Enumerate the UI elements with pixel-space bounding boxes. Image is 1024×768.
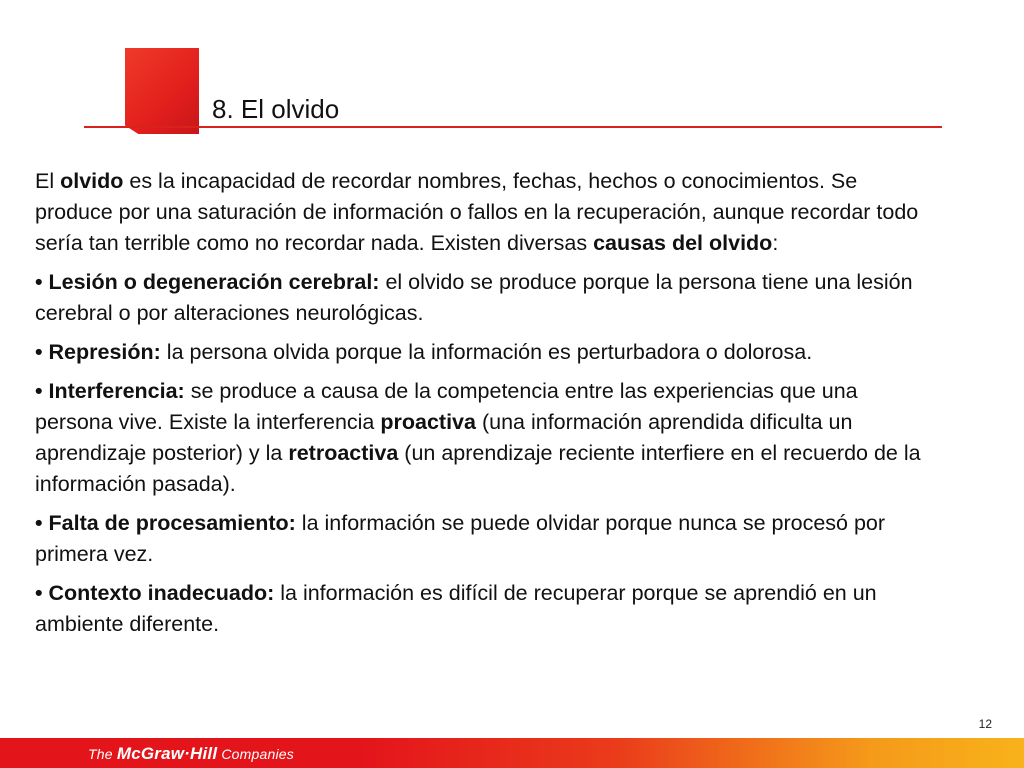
bullet-text-3: (un aprendizaje reciente interfiere en el recuerdo de la información pasada). bbox=[35, 441, 921, 496]
logo-brand: McGraw·Hill bbox=[116, 744, 218, 763]
page-number: 12 bbox=[978, 717, 992, 731]
bullet-term: • Lesión o degeneración cerebral: bbox=[35, 270, 380, 294]
logo-suffix: Companies bbox=[217, 746, 294, 762]
bullet-term: • Contexto inadecuado: bbox=[35, 581, 275, 605]
slide-body bbox=[35, 166, 935, 648]
slide-title: 8. El olvido bbox=[212, 94, 340, 124]
term-retroactiva: retroactiva bbox=[288, 441, 399, 465]
publisher-logo bbox=[88, 744, 294, 764]
logo-prefix: The bbox=[88, 746, 117, 762]
title-underline bbox=[84, 126, 942, 128]
bullet-text: el olvido se produce porque la persona tiene una lesión cerebral o por alteraciones neurológicas. bbox=[35, 270, 913, 325]
footer-bar bbox=[0, 738, 1024, 768]
term-proactiva: proactiva bbox=[380, 410, 476, 434]
bullet-text-2: (una información aprendida dificulta un aprendizaje posterior) y la bbox=[35, 410, 853, 465]
title-accent-block bbox=[125, 48, 199, 134]
bullet-term: • Interferencia: bbox=[35, 379, 185, 403]
intro-text-3: : bbox=[772, 231, 779, 255]
intro-term-olvido: olvido bbox=[60, 169, 124, 193]
bullet-interferencia bbox=[35, 376, 935, 500]
bullet-lesion bbox=[35, 267, 935, 329]
intro-text-1: El bbox=[35, 169, 61, 193]
bullet-text: la persona olvida porque la información es perturbadora o dolorosa. bbox=[160, 340, 813, 364]
bullet-text: la información se puede olvidar porque nunca se procesó por primera vez. bbox=[35, 511, 886, 566]
bullet-represion bbox=[35, 337, 935, 368]
intro-paragraph bbox=[35, 166, 935, 259]
intro-text-2: es la incapacidad de recordar nombres, fechas, hechos o conocimientos. Se produce por una saturación de información o fallos en la recuperación, aunque recordar todo sería tan terrible como no recordar nada. Existen diversas bbox=[35, 169, 919, 255]
bullet-term: • Falta de procesamiento: bbox=[35, 511, 296, 535]
bullet-contexto-inadecuado bbox=[35, 578, 935, 640]
bullet-text: la información es difícil de recuperar porque se aprendió en un ambiente diferente. bbox=[35, 581, 877, 636]
bullet-text-1: se produce a causa de la competencia entre las experiencias que una persona vive. Existe la interferencia bbox=[35, 379, 858, 434]
bullet-falta-procesamiento bbox=[35, 508, 935, 570]
bullet-term: • Represión: bbox=[35, 340, 161, 364]
intro-term-causas: causas del olvido bbox=[593, 231, 773, 255]
